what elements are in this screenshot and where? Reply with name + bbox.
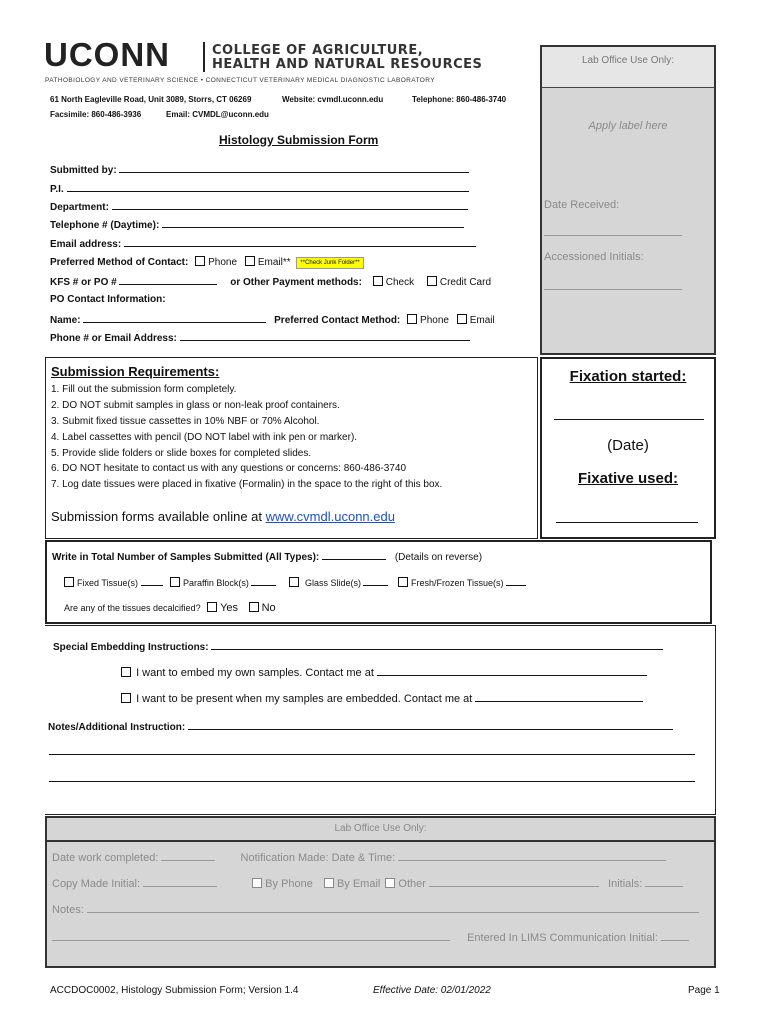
po-phone-label: Phone	[420, 315, 449, 326]
lab-office-top-box	[540, 87, 716, 355]
lab-office-top-header	[540, 45, 716, 87]
notes-row	[48, 720, 673, 733]
kfs-po-label: KFS # or PO #	[50, 277, 117, 288]
decalcified-no-label: No	[261, 602, 276, 614]
lab-bottom-row-4	[52, 931, 689, 944]
phone-option-label: Phone	[208, 257, 238, 268]
submitted-by-row	[50, 163, 469, 176]
decalcified-yes-label: Yes	[220, 602, 239, 614]
lab-website: Website: cvmdl.uconn.edu	[282, 95, 384, 104]
date-received-line[interactable]	[544, 235, 682, 236]
lab-bottom-row-3	[52, 903, 699, 916]
embed-own-contact-field[interactable]	[377, 666, 647, 676]
notes-field-1[interactable]	[188, 720, 673, 730]
embedding-box	[45, 625, 716, 815]
college-name-line1: COLLEGE OF AGRICULTURE,	[212, 43, 424, 58]
cvmdl-website-link[interactable]: www.cvmdl.uconn.edu	[265, 509, 395, 524]
lab-bottom-row-2	[52, 877, 683, 890]
fresh-frozen-count[interactable]	[506, 576, 526, 586]
fixation-date-label: (Date)	[607, 437, 649, 454]
other-checkbox[interactable]	[385, 878, 395, 888]
email-address-field[interactable]	[124, 237, 476, 247]
date-received-label: Date Received:	[544, 199, 620, 211]
credit-card-checkbox[interactable]	[427, 276, 437, 286]
sample-types-row	[64, 576, 526, 588]
online-forms-text: Submission forms available online at	[51, 509, 262, 524]
accessioned-initials-label: Accessioned Initials:	[544, 251, 644, 263]
lab-email: Email: CVMDL@uconn.edu	[166, 110, 269, 119]
po-name-label: Name:	[50, 315, 81, 326]
fresh-frozen-checkbox[interactable]	[398, 577, 408, 587]
pi-label: P.I.	[50, 184, 64, 195]
lab-telephone: Telephone: 860-486-3740	[412, 95, 507, 104]
submitted-by-field[interactable]	[119, 163, 469, 173]
pi-field[interactable]	[67, 182, 469, 192]
other-label: Other	[398, 878, 426, 890]
embed-own-row	[121, 666, 647, 679]
junk-folder-note: **Check Junk Folder**	[296, 257, 363, 269]
fixation-box	[540, 357, 716, 539]
phone-or-email-row	[50, 331, 470, 344]
phone-or-email-label: Phone # or Email Address:	[50, 333, 177, 344]
be-present-contact-field[interactable]	[475, 692, 643, 702]
lab-address: 61 North Eagleville Road, Unit 3089, Storrs, CT 06269	[50, 95, 252, 104]
phone-or-email-field[interactable]	[180, 331, 470, 341]
requirement-item-2: 2. DO NOT submit samples in glass or non-leak proof containers.	[51, 400, 340, 411]
date-completed-label: Date work completed:	[52, 852, 159, 864]
special-embedding-field[interactable]	[211, 640, 663, 650]
email-option-label: Email**	[257, 257, 291, 268]
fixed-tissue-label: Fixed Tissue(s)	[77, 578, 139, 588]
footer-doc-id: ACCDOC0002, Histology Submission Form; Version 1.4	[50, 985, 299, 996]
decalcified-no-checkbox[interactable]	[249, 602, 259, 612]
form-title: Histology Submission Form	[219, 133, 379, 147]
footer-page-number: Page 1	[688, 985, 720, 996]
preferred-contact-row	[50, 256, 364, 269]
requirements-title: Submission Requirements:	[51, 364, 220, 379]
glass-slide-label: Glass Slide(s)	[304, 578, 361, 588]
be-present-checkbox[interactable]	[121, 693, 131, 703]
notes-label: Notes/Additional Instruction:	[48, 722, 186, 733]
decalcified-label: Are any of the tissues decalcified?	[64, 603, 201, 613]
entered-lims-label: Entered In LIMS Communication Initial:	[467, 932, 658, 944]
telephone-label: Telephone # (Daytime):	[50, 220, 160, 231]
special-embedding-label: Special Embedding Instructions:	[53, 642, 209, 653]
glass-slide-count[interactable]	[363, 576, 388, 586]
requirement-item-3: 3. Submit fixed tissue cassettes in 10% NBF or 70% Alcohol.	[51, 416, 320, 427]
preferred-contact-label: Preferred Method of Contact:	[50, 257, 189, 268]
lab-office-bottom-header	[45, 816, 716, 842]
be-present-label: I want to be present when my samples are embedded. Contact me at	[136, 693, 473, 705]
total-samples-row	[52, 550, 482, 563]
fixative-used-line[interactable]	[556, 522, 698, 523]
po-email-checkbox[interactable]	[457, 314, 467, 324]
email-address-row	[50, 237, 476, 250]
notification-label: Notification Made: Date & Time:	[240, 852, 396, 864]
by-email-label: By Email	[336, 878, 381, 890]
check-payment-label: Check	[385, 277, 415, 288]
notification-field[interactable]	[398, 851, 666, 861]
department-label: Department:	[50, 202, 109, 213]
online-forms-row	[51, 509, 395, 524]
details-on-reverse: (Details on reverse)	[394, 552, 483, 563]
college-name-line2: HEALTH AND NATURAL RESOURCES	[212, 57, 483, 72]
department-line: PATHOBIOLOGY AND VETERINARY SCIENCE • CONNECTICUT VETERINARY MEDICAL DIAGNOSTIC LABORATORY	[45, 77, 435, 84]
samples-box	[45, 540, 712, 624]
copy-made-field[interactable]	[143, 877, 217, 887]
embed-own-label: I want to embed my own samples. Contact me at	[136, 667, 374, 679]
paraffin-block-label: Paraffin Block(s)	[183, 578, 249, 588]
logo-divider	[203, 42, 205, 72]
kfs-po-row	[50, 275, 491, 288]
fixation-date-line[interactable]	[554, 419, 704, 420]
notes-field-2[interactable]	[49, 754, 695, 755]
pi-row	[50, 182, 469, 195]
lab-notes-label: Notes:	[52, 904, 84, 916]
notes-field-3[interactable]	[49, 781, 695, 782]
fixed-tissue-checkbox[interactable]	[64, 577, 74, 587]
check-payment-checkbox[interactable]	[373, 276, 383, 286]
lab-office-bottom-box	[45, 842, 716, 968]
special-embedding-row	[53, 640, 663, 653]
fixative-used-label: Fixative used:	[577, 470, 679, 487]
other-payment-label: or Other Payment methods:	[230, 277, 362, 288]
by-phone-checkbox[interactable]	[252, 878, 262, 888]
lab-office-bottom-title: Lab Office Use Only:	[334, 823, 427, 834]
accessioned-initials-line[interactable]	[544, 289, 682, 290]
by-phone-label: By Phone	[265, 878, 313, 890]
requirement-item-7: 7. Log date tissues were placed in fixative (Formalin) in the space to the right of this box.	[51, 479, 443, 490]
requirement-item-5: 5. Provide slide folders or slide boxes for completed slides.	[51, 448, 312, 459]
uconn-logo: UCONN	[44, 36, 170, 73]
decalcified-row	[64, 602, 276, 614]
lab-notes-field[interactable]	[87, 903, 699, 913]
lab-notes-field-2[interactable]	[52, 931, 450, 941]
fixed-tissue-count[interactable]	[141, 576, 163, 586]
kfs-po-field[interactable]	[119, 275, 217, 285]
fixation-started-label: Fixation started:	[569, 368, 687, 385]
phone-checkbox[interactable]	[195, 256, 205, 266]
footer-effective-date: Effective Date: 02/01/2022	[373, 985, 491, 996]
submission-requirements-box	[45, 357, 538, 539]
copy-made-label: Copy Made Initial:	[52, 878, 141, 890]
paraffin-block-count[interactable]	[251, 576, 276, 586]
po-contact-label: PO Contact Information:	[50, 294, 166, 305]
department-row	[50, 200, 468, 213]
date-completed-field[interactable]	[161, 851, 215, 861]
fresh-frozen-label: Fresh/Frozen Tissue(s)	[410, 578, 504, 588]
lab-bottom-row-1	[52, 851, 666, 864]
telephone-field[interactable]	[162, 218, 464, 228]
po-phone-checkbox[interactable]	[407, 314, 417, 324]
requirement-item-1: 1. Fill out the submission form completely.	[51, 384, 237, 395]
total-samples-field[interactable]	[322, 550, 386, 560]
lab-facsimile: Facsimile: 860-486-3936	[50, 110, 142, 119]
initials-label: Initials:	[608, 878, 643, 890]
po-name-row	[50, 313, 495, 326]
telephone-row	[50, 218, 464, 231]
be-present-row	[121, 692, 643, 705]
by-email-checkbox[interactable]	[324, 878, 334, 888]
initials-field[interactable]	[645, 877, 683, 887]
email-address-label: Email address:	[50, 239, 122, 250]
decalcified-yes-checkbox[interactable]	[207, 602, 217, 612]
department-field[interactable]	[112, 200, 468, 210]
paraffin-block-checkbox[interactable]	[170, 577, 180, 587]
lab-office-top-title: Lab Office Use Only:	[581, 55, 675, 66]
apply-label-text: Apply label here	[588, 120, 668, 132]
glass-slide-checkbox[interactable]	[289, 577, 299, 587]
credit-card-label: Credit Card	[439, 277, 492, 288]
entered-lims-field[interactable]	[661, 931, 689, 941]
requirement-item-4: 4. Label cassettes with pencil (DO NOT label with ink pen or marker).	[51, 432, 358, 443]
requirement-item-6: 6. DO NOT hesitate to contact us with any questions or concerns: 860-486-3740	[51, 463, 407, 474]
other-field[interactable]	[429, 877, 599, 887]
submitted-by-label: Submitted by:	[50, 165, 117, 176]
po-name-field[interactable]	[83, 313, 266, 323]
email-checkbox[interactable]	[245, 256, 255, 266]
embed-own-checkbox[interactable]	[121, 667, 131, 677]
total-samples-label: Write in Total Number of Samples Submitted (All Types):	[52, 552, 320, 563]
po-email-label: Email	[469, 315, 495, 326]
preferred-contact-method-label: Preferred Contact Method:	[274, 315, 401, 326]
